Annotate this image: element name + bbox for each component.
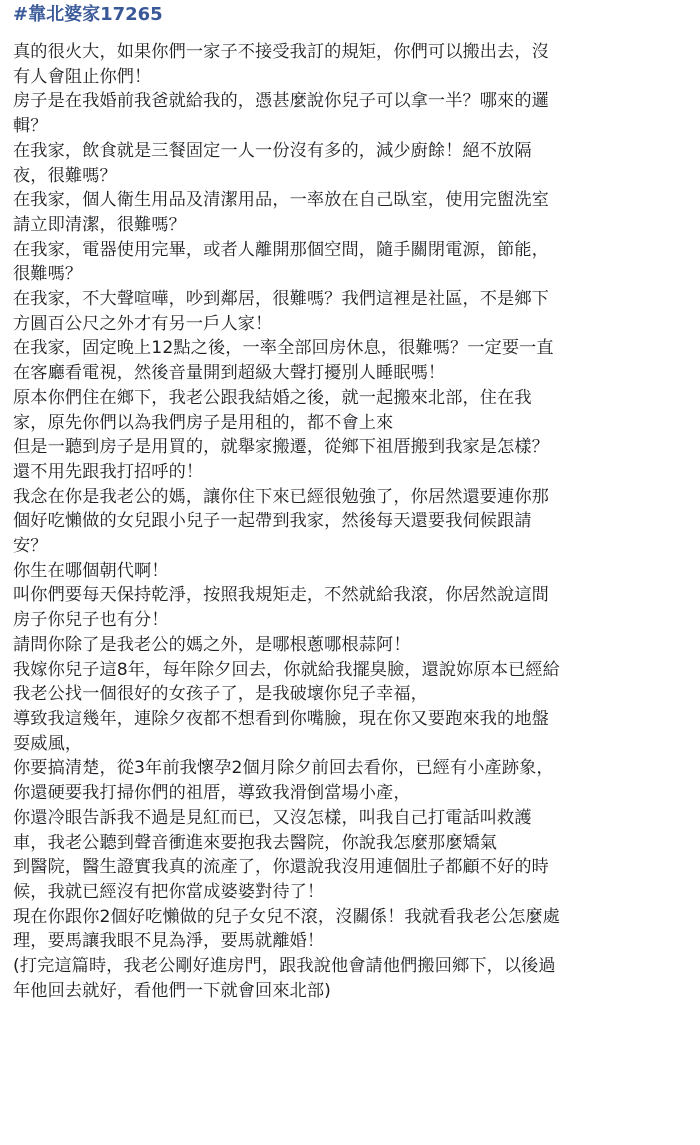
- post-text-line: 夜，很難嗎？: [13, 165, 117, 186]
- post-text-line: (打完這篇時，我老公剛好進房門，跟我說他會請他們搬回鄉下，以後過: [13, 956, 556, 977]
- post-text-line: 在我家，飲食就是三餐固定一人一份沒有多的，減少廚餘！絕不放隔: [13, 140, 532, 161]
- post-text-line: 你還冷眼告訴我不過是見紅而已，又沒怎樣，叫我自己打電話叫救護: [13, 807, 532, 828]
- post-body: [13, 40, 686, 1003]
- post-text-line: 導致我這幾年，連除夕夜都不想看到你嘴臉，現在你又要跑來我的地盤: [13, 708, 549, 729]
- post-text-line: 方圓百公尺之外才有另一戶人家！: [13, 313, 273, 334]
- post-text-line: 請立即清潔，很難嗎？: [13, 214, 186, 235]
- post-text-line: 個好吃懶做的女兒跟小兒子一起帶到我家，然後每天還要我伺候跟請: [13, 511, 532, 532]
- post-text-line: 車，我老公聽到聲音衝進來要抱我去醫院，你說我怎麼那麼矯氣: [13, 832, 498, 853]
- post-text-line: 有人會阻止你們！: [13, 66, 152, 87]
- post-text-line: 輯？: [13, 116, 48, 137]
- post-text-line: 我老公找一個很好的女孩子了，是我破壞你兒子幸福，: [13, 684, 428, 705]
- post-text-line: 在客廳看電視，然後音量開到超級大聲打擾別人睡眠嗎！: [13, 363, 446, 384]
- post-text-line: 原本你們住在鄉下，我老公跟我結婚之後，就一起搬來北部，住在我: [13, 387, 532, 408]
- post-text-line: 在我家，不大聲喧嘩，吵到鄰居，很難嗎？我們這裡是社區，不是鄉下: [13, 289, 549, 310]
- post-text-line: 但是一聽到房子是用買的，就舉家搬遷，從鄉下祖厝搬到我家是怎樣？: [13, 437, 549, 458]
- post-text-line: 我嫁你兒子這8年，每年除夕回去，你就給我擺臭臉，還說妳原本已經給: [13, 659, 560, 680]
- post-text-line: 真的很火大，如果你們一家子不接受我訂的規矩，你們可以搬出去，沒: [13, 42, 549, 62]
- post-text-line: 還不用先跟我打招呼的！: [13, 461, 204, 482]
- post-text-line: 理，要馬讓我眼不見為淨，要馬就離婚！: [13, 931, 325, 952]
- post-text-line: 耍威風，: [13, 733, 83, 754]
- post-text-line: 家，原先你們以為我們房子是用租的，都不會上來: [13, 412, 394, 433]
- post-text-line: 你生在哪個朝代啊！: [13, 560, 169, 581]
- post-text-line: 你還硬要我打掃你們的祖厝，導致我滑倒當場小產，: [13, 783, 411, 804]
- post-text-line: 現在你跟你2個好吃懶做的兒子女兒不滾，沒關係！我就看我老公怎麼處: [13, 906, 560, 927]
- post-text-line: 請問你除了是我老公的媽之外，是哪根蔥哪根蒜阿！: [13, 634, 411, 655]
- post-text-line: 你要搞清楚，從3年前我懷孕2個月除夕前回去看你，已經有小產跡象，: [13, 758, 554, 779]
- post-text-line: 安？: [13, 536, 48, 557]
- hashtag-link[interactable]: #靠北婆家17265: [13, 4, 163, 25]
- post-text-line: 房子是在我婚前我爸就給我的，憑甚麼說你兒子可以拿一半？哪來的邏: [13, 91, 549, 112]
- post-text-line: 在我家，電器使用完畢，或者人離開那個空間，隨手關閉電源，節能，: [13, 239, 549, 260]
- post-text-line: 叫你們要每天保持乾淨，按照我規矩走，不然就給我滾，你居然說這間: [13, 585, 549, 606]
- post-text-line: 我念在你是我老公的媽，讓你住下來已經很勉強了，你居然還要連你那: [13, 486, 549, 507]
- post-text-line: 房子你兒子也有分！: [13, 610, 169, 631]
- post-text-line: 候，我就已經沒有把你當成婆婆對待了！: [13, 881, 325, 902]
- post-text-line: 很難嗎？: [13, 264, 83, 285]
- post-text-line: 到醫院，醫生證實我真的流產了，你還說我沒用連個肚子都顧不好的時: [13, 857, 549, 878]
- post-text-line: 在我家，個人衛生用品及清潔用品，一率放在自己臥室，使用完盥洗室: [13, 190, 549, 211]
- post-text-line: 在我家，固定晚上12點之後，一率全部回房休息，很難嗎？一定要一直: [13, 338, 554, 359]
- post-text-line: 年他回去就好，看他們一下就會回來北部): [13, 980, 331, 1001]
